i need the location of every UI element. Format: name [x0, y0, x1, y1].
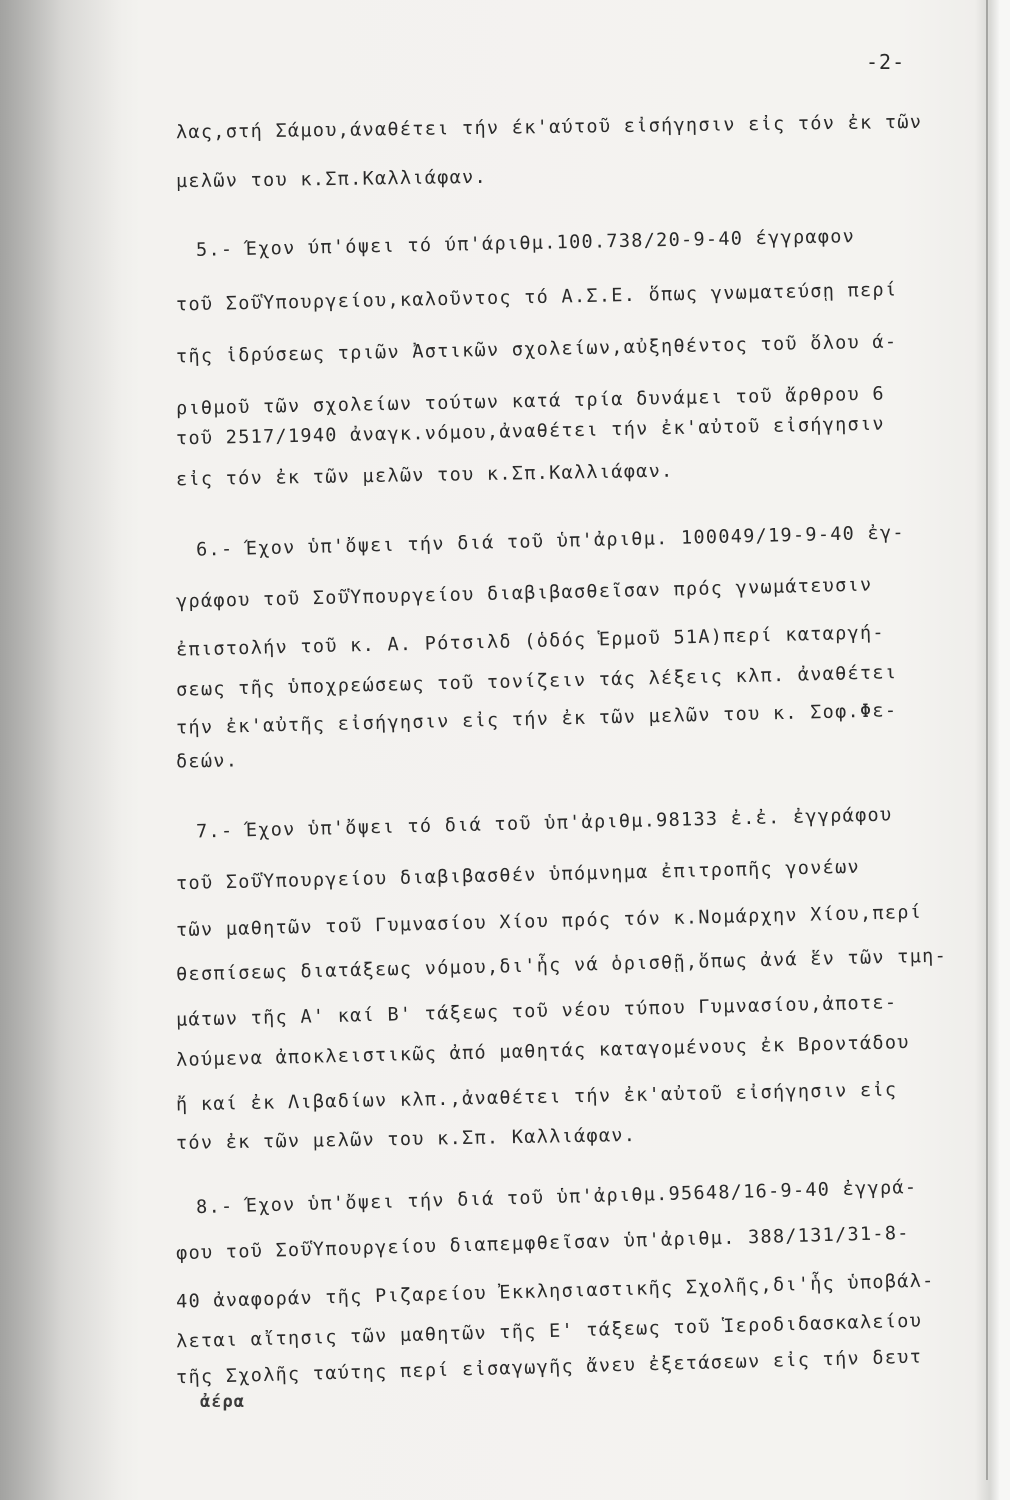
text-line: τῆς ἱδρύσεως τριῶν Ἀστικῶν σχολείων,αὐξηθέντος τοῦ ὅλου ά- [175, 331, 898, 368]
text-line: λας,στή Σάμου,άναθέτει τήν έκ'αύτοῦ εἰσήγησιν εἰς τόν ἐκ τῶν [175, 111, 923, 144]
text-line: τοῦ ΣοῦὙπουργείου διαβιβασθέν ὑπόμνημα ἐπιτροπῆς γονέων [175, 856, 861, 895]
text-line: εἰς τόν ἐκ τῶν μελῶν του κ.Σπ.Καλλιάφαν. [175, 460, 674, 491]
page-number: -2- [866, 50, 906, 74]
text-line: γράφου τοῦ ΣοῦὙπουργείου διαβιβασθεῖσαν πρός γνωμάτευσιν [175, 574, 873, 613]
item-6-line: 6.- Έχον ὑπ'ὄψει τήν διά τοῦ ὑπ'ἀριθμ. 100049/19-9-40 ἐγ- [195, 522, 906, 561]
text-line: τῆς Σχολῆς ταύτης περί εἰσαγωγῆς ἄνευ ἐξετάσεων εἰς τήν δευτ [175, 1346, 923, 1389]
text-line: τοῦ ΣοῦὙπουργείου,καλοῦντος τό Α.Σ.Ε. ὅπως γνωματεύσῃ περί [175, 279, 898, 316]
text-line: τήν ἐκ'αὐτῆς εἰσήγησιν εἰς τήν ἐκ τῶν μελῶν του κ. Σοφ.Φε- [175, 700, 898, 739]
text-line: θεσπίσεως διατάξεως νόμου,δι'ἧς νά ὁρισθῇ,ὅπως ἀνά ἕν τῶν τμη- [175, 945, 948, 986]
text-line: τόν ἐκ τῶν μελῶν του κ.Σπ. Καλλιάφαν. [175, 1124, 637, 1155]
item-5-line: 5.- Έχον ύπ'όψει τό ύπ'άριθμ.100.738/20-9-40 έγγραφον [195, 226, 856, 261]
text-line: φου τοῦ ΣοῦὙπουργείου διαπεμφθεῖσαν ὑπ'ἀριθμ. 388/131/31-8- [175, 1222, 910, 1265]
text-line: ριθμοῦ τῶν σχολείων τούτων κατά τρία δυνάμει τοῦ ἄρθρου 6 [175, 383, 886, 420]
catchword: ἀέρα [200, 1392, 245, 1412]
text-line: τοῦ 2517/1940 ἀναγκ.νόμου,ἀναθέτει τήν ἐκ'αὐτοῦ εἰσήγησιν [175, 413, 886, 450]
text-line: λεται αἴτησις τῶν μαθητῶν τῆς Ε' τάξεως τοῦ Ἱεροδιδασκαλείου [175, 1310, 923, 1353]
text-line: τῶν μαθητῶν τοῦ Γυμνασίου Χίου πρός τόν κ.Νομάρχην Χίου,περί [175, 901, 923, 942]
text-line: ἤ καί ἐκ Λιβαδίων κλπ.,ἀναθέτει τήν ἐκ'αὐτοῦ εἰσήγησιν εἰς [175, 1079, 898, 1116]
text-line: λούμενα ἀποκλειστικῶς ἀπό μαθητάς καταγομένους ἐκ Βροντάδου [175, 1032, 910, 1071]
text-line: δεών. [175, 750, 239, 773]
page-edge-rule [986, 0, 988, 1480]
text-line: μελῶν του κ.Σπ.Καλλιάφαν. [175, 166, 488, 193]
text-line: ἐπιστολήν τοῦ κ. Α. Ρότσιλδ (ὁδός Ἑρμοῦ 51Α)περί καταργή- [175, 622, 886, 661]
text-line: σεως τῆς ὑποχρεώσεως τοῦ τονίζειν τάς λέξεις κλπ. ἀναθέτει [175, 662, 898, 701]
text-line: μάτων τῆς Α' καί Β' τάξεως τοῦ νέου τύπου Γυμνασίου,ἀποτε- [175, 992, 898, 1031]
binding-shadow [0, 0, 120, 1500]
text-line: 40 ἀναφοράν τῆς Ριζαρείου Ἐκκλησιαστικῆς Σχολῆς,δι'ἧς ὑποβάλ- [175, 1270, 935, 1313]
item-7-line: 7.- Έχον ὑπ'ὄψει τό διά τοῦ ὑπ'ἀριθμ.98133 ἐ.ἐ. ἐγγράφου [195, 804, 893, 843]
item-8-line: 8.- Έχον ὑπ'ὄψει τήν διά τοῦ ὑπ'ἀριθμ.95648/16-9-40 ἐγγρά- [195, 1176, 918, 1219]
